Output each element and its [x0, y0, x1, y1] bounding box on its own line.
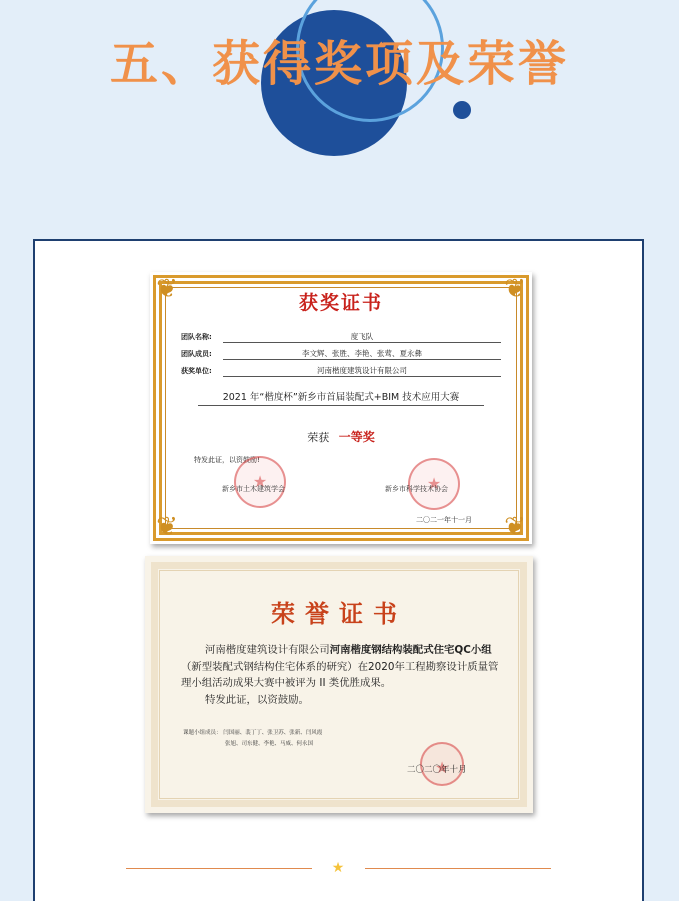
ornament-corner-icon: ❦ — [504, 274, 526, 304]
ornament-corner-icon: ❦ — [504, 512, 526, 542]
award-certificate — [150, 272, 532, 544]
contest-name: 2021 年“楷度杯”新乡市首届装配式+BIM 技术应用大赛 — [198, 389, 484, 406]
divider-line-right — [365, 868, 551, 869]
members-line: 张旭、司东健、李艳、马威、何永国 — [225, 741, 314, 747]
ornament-corner-icon: ❦ — [156, 274, 178, 304]
issuer-left: 新乡市土木建筑学会 — [222, 485, 285, 493]
certificate-title: 获奖证书 — [298, 292, 383, 314]
field-label: 获奖单位: — [181, 367, 212, 375]
decorative-dot — [453, 101, 471, 119]
members-line: 课题小组成员： 闫国丽、裴丁丁、张卫苏、张新、闫风霞 — [183, 730, 323, 736]
field-team-members — [181, 346, 501, 361]
closing-text: 特发此证，以资鼓励。 — [205, 693, 309, 706]
field-label: 团队成员: — [181, 350, 212, 358]
award-line — [150, 428, 532, 445]
certificate-inner-frame — [165, 287, 517, 529]
topic: （新型装配式钢结构住宅体系的研究） — [181, 660, 358, 673]
result-text: 在2020年工程勘察设计质量管理小组活动成果大赛中被评为 II 类优胜成果。 — [181, 660, 499, 689]
divider-line-left — [126, 868, 312, 869]
company-name: 河南楷度建筑设计有限公司 — [205, 644, 330, 656]
field-value: 河南楷度建筑设计有限公司 — [223, 365, 501, 377]
official-seal-icon — [234, 456, 286, 508]
award-prefix: 荣获 — [307, 431, 330, 444]
field-team-name — [181, 329, 501, 344]
award-level: 一等奖 — [338, 430, 375, 444]
honor-certificate — [145, 556, 533, 813]
certificate-date: 二〇二一年十一月 — [416, 516, 472, 524]
field-award-unit — [181, 363, 501, 378]
ornament-corner-icon: ❦ — [156, 512, 178, 542]
section-title: 五、获得奖项及荣誉 — [109, 36, 569, 92]
field-value: 度飞队 — [223, 331, 501, 343]
special-note: 特发此证，以资鼓励! — [194, 456, 260, 464]
star-icon: ★ — [331, 860, 345, 876]
certificate-date: 二〇二〇年十月 — [407, 765, 467, 775]
page-header — [0, 0, 679, 200]
certificate-body — [181, 642, 501, 708]
field-value: 李文辉、张胜、李艳、张莺、夏永彝 — [223, 348, 501, 360]
field-label: 团队名称: — [181, 333, 212, 341]
certificate-title: 荣誉证书 — [271, 599, 407, 628]
certificate-text — [181, 642, 501, 692]
issuer-right: 新乡市科学技术协会 — [385, 485, 448, 493]
team-name: 河南楷度钢结构装配式住宅QC小组 — [329, 644, 492, 656]
